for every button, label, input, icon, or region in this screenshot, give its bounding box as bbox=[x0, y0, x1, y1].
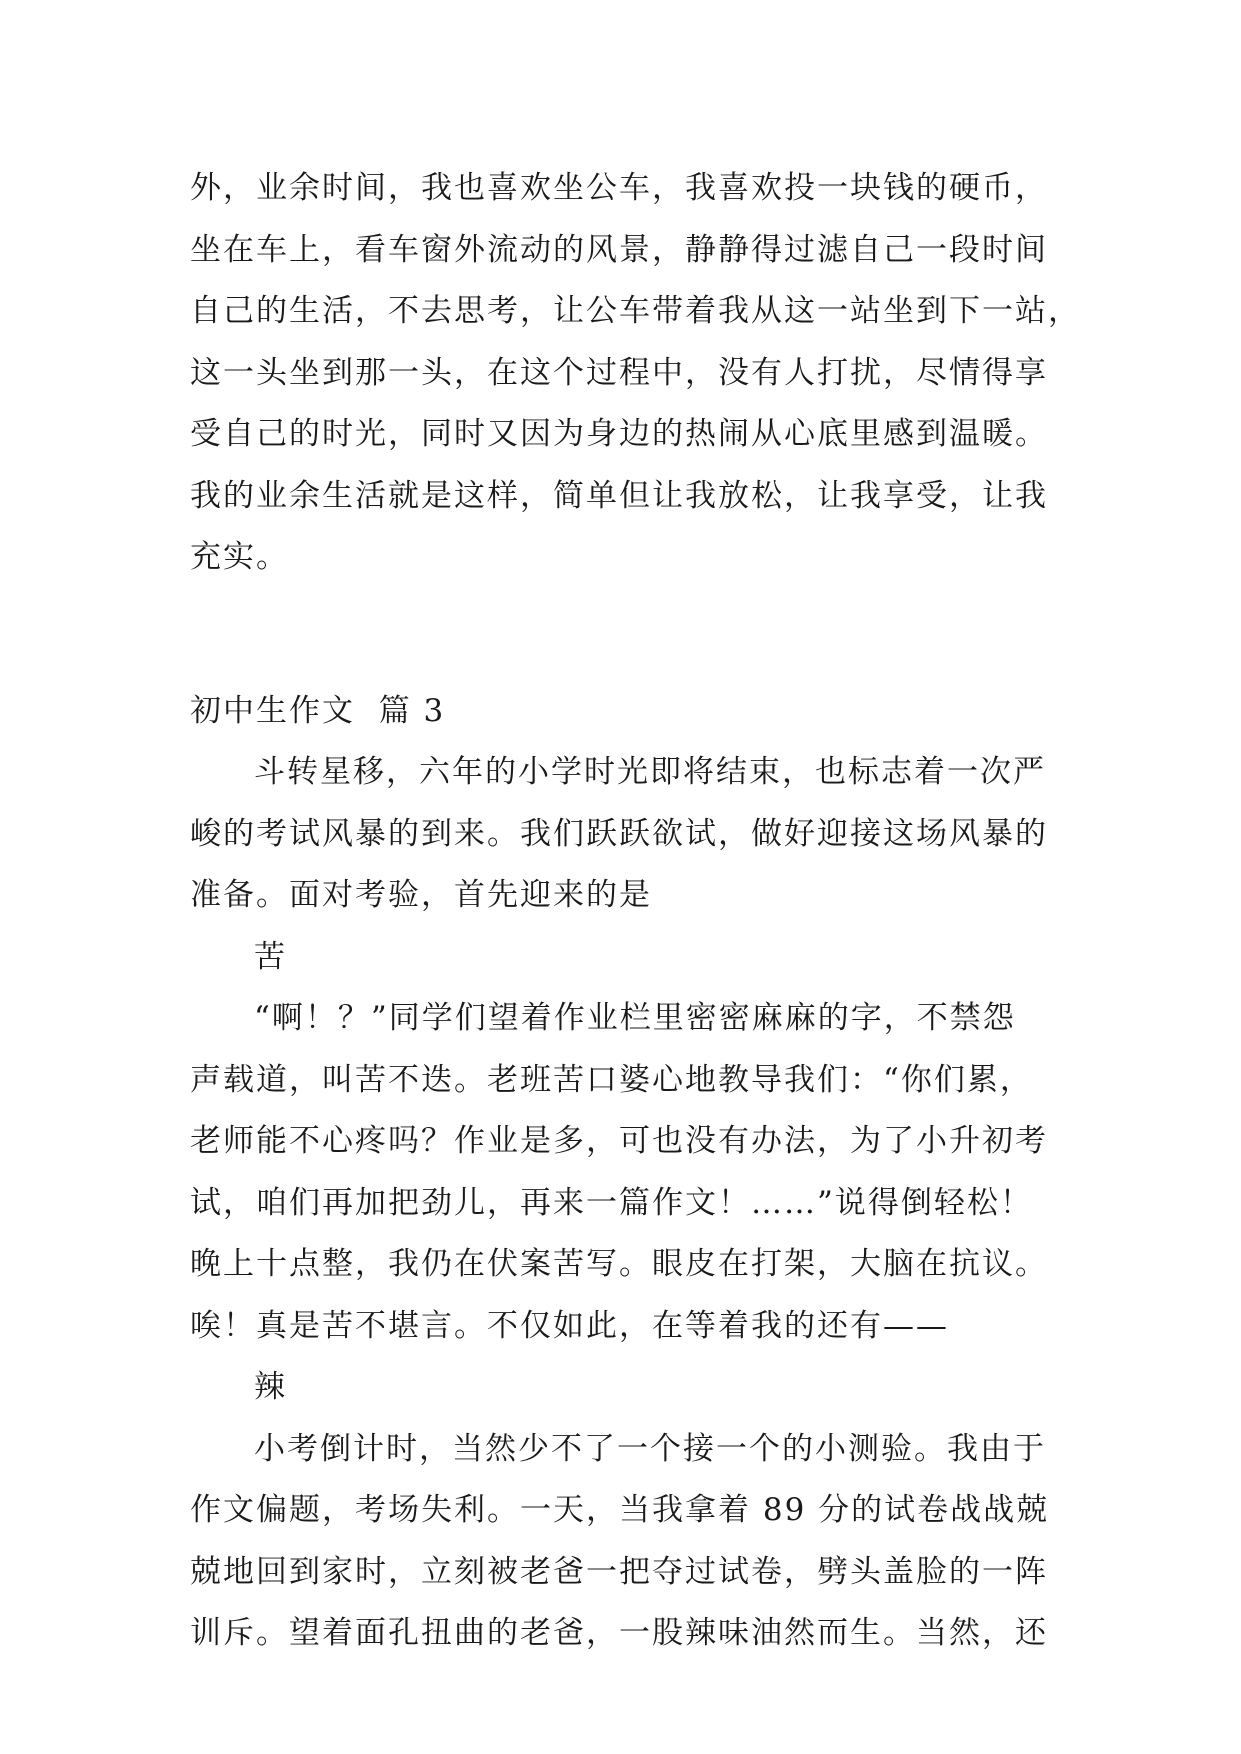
text-line: 作文偏题，考场失利。一天，当我拿着 89 分的试卷战战兢 bbox=[190, 1492, 1050, 1528]
text-line: 受自己的时光，同时又因为身边的热闹从心底里感到温暖。 bbox=[190, 416, 1048, 452]
text-line: 坐在车上，看车窗外流动的风景，静静得过滤自己一段时间 bbox=[190, 231, 1048, 268]
text-line: 外，业余时间，我也喜欢坐公车，我喜欢投一块钱的硬币， bbox=[190, 170, 1048, 206]
text-line: 训斥。望着面孔扭曲的老爸，一股辣味油然而生。当然，还 bbox=[190, 1615, 1048, 1651]
text-line: 老师能不心疼吗？作业是多，可也没有办法，为了小升初考 bbox=[190, 1123, 1048, 1159]
text-line: 我的业余生活就是这样，简单但让我放松，让我享受，让我 bbox=[190, 477, 1048, 514]
text-line: 自己的生活，不去思考，让公车带着我从这一站坐到下一站， bbox=[190, 293, 1081, 329]
text-line: 这一头坐到那一头，在这个过程中，没有人打扰，尽情得享 bbox=[190, 354, 1048, 391]
text-line: “啊！？”同学们望着作业栏里密密麻麻的字，不禁怨 bbox=[254, 1000, 1016, 1036]
text-line: 峻的考试风暴的到来。我们跃跃欲试，做好迎接这场风暴的 bbox=[190, 815, 1048, 852]
text-line: 斗转星移，六年的小学时光即将结束，也标志着一次严 bbox=[254, 754, 1046, 790]
text-line: 小考倒计时，当然少不了一个接一个的小测验。我由于 bbox=[254, 1430, 1046, 1467]
text-line: 唉！真是苦不堪言。不仅如此，在等着我的还有—— bbox=[190, 1307, 949, 1344]
text-line: 充实。 bbox=[190, 539, 289, 575]
text-line: 试，咱们再加把劲儿，再来一篇作文！……”说得倒轻松！ bbox=[190, 1184, 1033, 1221]
text-line: 声载道，叫苦不迭。老班苦口婆心地教导我们：“你们累， bbox=[190, 1061, 1033, 1098]
text-line: 晚上十点整，我仍在伏案苦写。眼皮在打架，大脑在抗议。 bbox=[190, 1246, 1048, 1282]
paragraph-ku bbox=[190, 988, 1070, 1357]
paragraph-la bbox=[190, 1419, 1070, 1665]
document-body bbox=[190, 158, 1081, 1665]
text-line: 准备。面对考验，首先迎来的是 bbox=[190, 877, 652, 913]
subheading-la: 辣 bbox=[254, 1369, 287, 1405]
text-line: 兢地回到家时，立刻被老爸一把夺过试卷，劈头盖脸的一阵 bbox=[190, 1553, 1048, 1590]
paragraph-continued bbox=[190, 158, 1081, 589]
subheading-ku: 苦 bbox=[254, 938, 287, 975]
section-gap bbox=[190, 589, 1070, 681]
section-title: 初中生作文 篇 3 bbox=[190, 692, 446, 729]
paragraph-intro bbox=[190, 742, 1070, 927]
